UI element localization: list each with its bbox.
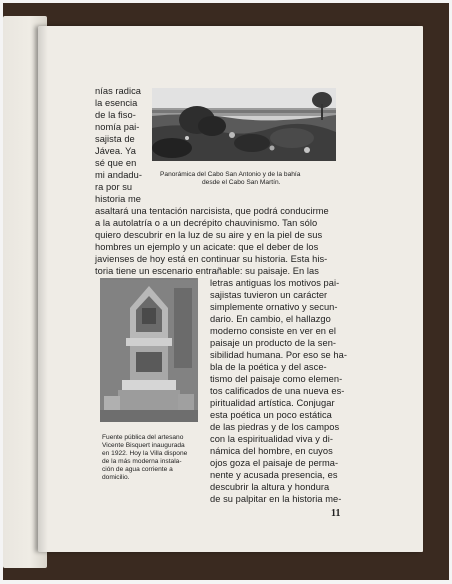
text-line: Jávea. Ya: [95, 146, 136, 156]
text-line: sé que en: [95, 158, 137, 168]
page-number: 11: [331, 508, 341, 519]
landscape-photo: [152, 88, 336, 161]
text-line: nomía pai-: [95, 122, 140, 132]
text-line: ra por su: [95, 182, 133, 192]
text-line: letras antiguas los motivos pai-: [210, 278, 340, 288]
photo-caption-line: ción de agua corriente a: [102, 466, 173, 473]
text-line: esta poética un poco estática: [210, 410, 332, 420]
fountain-photo: [100, 278, 198, 422]
text-line: moderno consiste en ver en el: [210, 326, 336, 336]
text-line: nías radica: [95, 86, 142, 96]
text-line: sibilidad humana. Por eso se ha-: [210, 350, 347, 360]
text-line: de la fiso-: [95, 110, 136, 120]
text-line: toria tiene un escenario entrañable: su paisaje. En las: [95, 266, 319, 276]
photo-caption-line: Panorámica del Cabo San Antonio y de la bahía: [160, 171, 301, 178]
text-line: hombres un ejemplo y un acicate: que el deber de los: [95, 242, 319, 252]
text-line: descubrir la altura y hondura: [210, 482, 330, 492]
photo-caption-line: en 1922. Hoy la Villa dispone: [102, 450, 188, 457]
text-line: la esencia: [95, 98, 138, 108]
text-line: de las piedras y de los campos: [210, 422, 340, 432]
text-line: sajista de: [95, 134, 135, 144]
photo-caption-line: Fuente pública del artesano: [102, 434, 184, 441]
photo-caption-line: desde el Cabo San Martín.: [202, 179, 281, 186]
text-line: asaltará una tentación narcisista, que podrá conducirme: [95, 206, 329, 216]
text-line: de su palpitar en la historia me-: [210, 494, 342, 504]
text-line: ojos goza el paisaje de perma-: [210, 458, 339, 468]
text-line: bla de la poética y del asce-: [210, 362, 327, 372]
text-line: dario. En cambio, el hallazgo: [210, 314, 331, 324]
text-line: námica del hombre, en cuyos: [210, 446, 333, 456]
text-line: simplemente ornativo y secun-: [210, 302, 338, 312]
text-line: nente y acusada presencia, es: [210, 470, 338, 480]
text-line: quiero descubrir en la luz de su aire y en la piel de sus: [95, 230, 323, 240]
book-page: [38, 26, 423, 552]
text-line: historia me: [95, 194, 142, 204]
text-line: piritualidad artística. Conjugar: [210, 398, 335, 408]
text-line: a la autolatría o a un decrépito chauvinismo. Tan sólo: [95, 218, 318, 228]
text-line: paisaje un producto de la sen-: [210, 338, 337, 348]
photo-caption-line: domicilio.: [102, 474, 130, 481]
text-line: con la espiritualidad viva y di-: [210, 434, 334, 444]
text-line: javienses de hoy está en continuar su historia. Esta his-: [95, 254, 328, 264]
text-line: sajistas tuvieron un carácter: [210, 290, 328, 300]
text-line: tos calificados de una nueva es-: [210, 386, 345, 396]
photo-caption-line: de la más moderna instala-: [102, 458, 182, 465]
photo-caption-line: Vicente Bisquert inaugurada: [102, 442, 185, 449]
text-line: tismo del paisaje como elemen-: [210, 374, 343, 384]
text-line: mi andadu-: [95, 170, 143, 180]
